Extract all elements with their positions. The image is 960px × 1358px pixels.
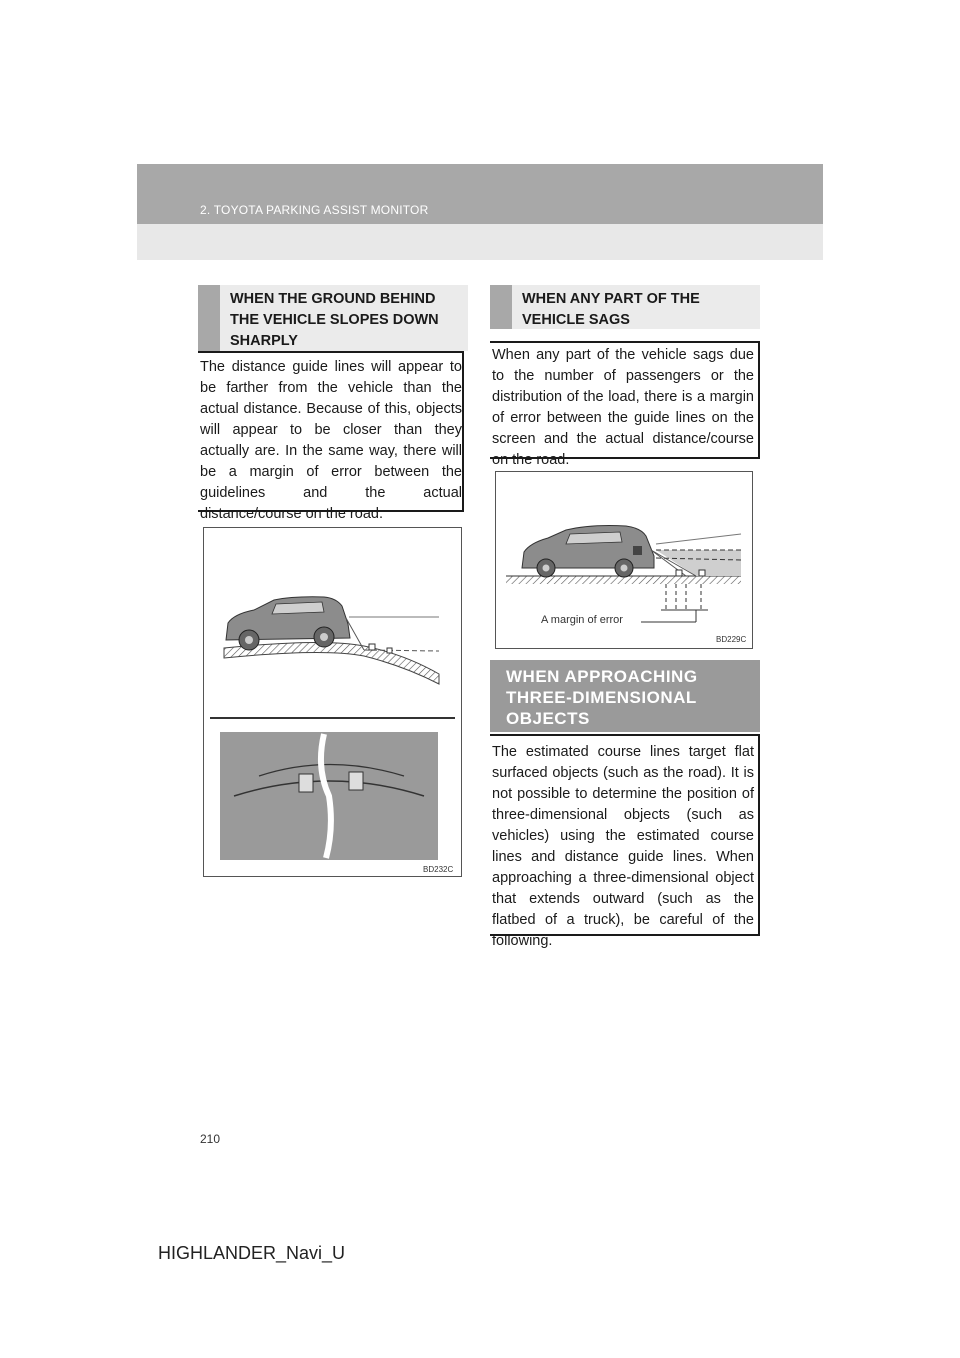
three-d-objects-text: The estimated course lines target flat surfaced objects (such as the road). It is not possible to determine the position of three-dimensional objects (such as vehicles) using the estimated course lines and distance guide lines. When approaching a three-dimensional object that extends outward (such as the flatbed of a truck), be careful of the following.: [492, 744, 754, 949]
slope-figure: [203, 527, 462, 877]
header-subbar: [137, 224, 823, 260]
page-number: 210: [200, 1132, 221, 1146]
figure-code: BD232C: [423, 865, 454, 874]
model-code: HIGHLANDER_Navi_U: [158, 1243, 346, 1263]
slope-illustration: [204, 528, 461, 876]
three-d-objects-box: [490, 734, 760, 949]
margin-of-error-label: A margin of error: [541, 614, 623, 626]
right-body-box: [490, 341, 760, 468]
three-d-objects-heading: WHEN APPROACHING THREE-DIMENSIONAL OBJECTS: [490, 660, 760, 732]
sag-figure: [495, 471, 753, 649]
sag-illustration: [496, 472, 752, 648]
left-body-box: [198, 351, 464, 522]
section-title: 2. TOYOTA PARKING ASSIST MONITOR: [200, 203, 429, 217]
right-body-text: When any part of the vehicle sags due to the number of passengers or the distribution of the load, there is a margin of error between the guide lines on the screen and the actual distance/course on the road.: [492, 347, 754, 468]
suv-sagging-icon: [522, 526, 654, 578]
suv-icon: [226, 597, 350, 650]
figure-code: BD229C: [716, 635, 747, 644]
left-section-heading: WHEN THE GROUND BEHIND THE VEHICLE SLOPES DOWN SHARPLY: [198, 285, 468, 351]
left-body-text: The distance guide lines will appear to be farther from the vehicle than the actual distance. Because of this, objects will appear to be closer than they actually are. In the same way, there will be a margin of error between the guidelines and the actual distance/course on the road.: [200, 359, 462, 522]
right-section-heading: WHEN ANY PART OF THE VEHICLE SAGS: [490, 285, 760, 329]
